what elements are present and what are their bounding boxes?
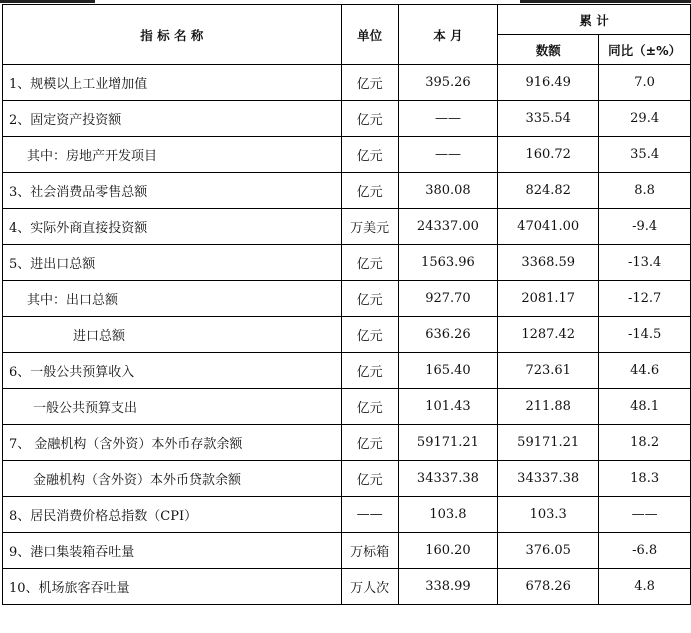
row-name: 6、一般公共预算收入 [3,353,342,389]
table-row [3,569,691,605]
row-unit: 亿元 [341,389,398,425]
row-yoy-change: 18.2 [599,425,691,461]
row-yoy-change: 4.8 [599,569,691,605]
row-month-value: 636.26 [398,317,497,353]
row-yoy-change: 48.1 [599,389,691,425]
row-unit: 万人次 [341,569,398,605]
table-row [3,245,691,281]
row-month-value: 101.43 [398,389,497,425]
header-amount: 数额 [498,35,599,65]
row-cumulative-amount: 34337.38 [498,461,599,497]
row-yoy-change: 35.4 [599,137,691,173]
table-row [3,281,691,317]
row-yoy-change: -6.8 [599,533,691,569]
row-cumulative-amount: 376.05 [498,533,599,569]
row-yoy-change: -13.4 [599,245,691,281]
row-cumulative-amount: 824.82 [498,173,599,209]
row-unit: 亿元 [341,353,398,389]
row-cumulative-amount: 1287.42 [498,317,599,353]
row-unit: 亿元 [341,101,398,137]
table-row [3,209,691,245]
row-name: 10、机场旅客吞吐量 [3,569,342,605]
table-row [3,353,691,389]
row-yoy-change: -9.4 [599,209,691,245]
row-cumulative-amount: 47041.00 [498,209,599,245]
row-cumulative-amount: 335.54 [498,101,599,137]
row-month-value: 24337.00 [398,209,497,245]
row-unit: 亿元 [341,317,398,353]
row-month-value: 380.08 [398,173,497,209]
row-yoy-change: —— [599,497,691,533]
row-cumulative-amount: 723.61 [498,353,599,389]
statistics-table [2,4,691,605]
table-row [3,173,691,209]
row-month-value: 160.20 [398,533,497,569]
row-name: 3、社会消费品零售总额 [3,173,342,209]
header-month: 本 月 [398,5,497,65]
row-name: 其中：出口总额 [3,281,342,317]
row-name: 进口总额 [3,317,342,353]
row-month-value: —— [398,101,497,137]
header-yoy: 同比（±%） [599,35,691,65]
row-month-value: —— [398,137,497,173]
row-unit: —— [341,497,398,533]
row-unit: 亿元 [341,425,398,461]
header-cumulative: 累 计 [498,5,691,35]
row-name: 7、 金融机构（含外资）本外币存款余额 [3,425,342,461]
row-name: 一般公共预算支出 [3,389,342,425]
row-unit: 亿元 [341,137,398,173]
row-name: 5、进出口总额 [3,245,342,281]
row-month-value: 927.70 [398,281,497,317]
row-unit: 万标箱 [341,533,398,569]
row-yoy-change: -14.5 [599,317,691,353]
table-row [3,317,691,353]
row-cumulative-amount: 2081.17 [498,281,599,317]
header-name: 指 标 名 称 [3,5,342,65]
row-cumulative-amount: 916.49 [498,65,599,101]
row-cumulative-amount: 103.3 [498,497,599,533]
row-cumulative-amount: 211.88 [498,389,599,425]
row-month-value: 59171.21 [398,425,497,461]
table-row [3,65,691,101]
table-row [3,497,691,533]
row-yoy-change: 44.6 [599,353,691,389]
row-yoy-change: -12.7 [599,281,691,317]
row-cumulative-amount: 160.72 [498,137,599,173]
row-name: 4、实际外商直接投资额 [3,209,342,245]
row-yoy-change: 29.4 [599,101,691,137]
header-unit: 单位 [341,5,398,65]
row-name: 2、固定资产投资额 [3,101,342,137]
row-cumulative-amount: 59171.21 [498,425,599,461]
row-unit: 亿元 [341,281,398,317]
row-unit: 万美元 [341,209,398,245]
table-row [3,461,691,497]
row-month-value: 395.26 [398,65,497,101]
row-month-value: 1563.96 [398,245,497,281]
row-yoy-change: 18.3 [599,461,691,497]
row-cumulative-amount: 3368.59 [498,245,599,281]
row-month-value: 103.8 [398,497,497,533]
table-row [3,389,691,425]
table-row [3,101,691,137]
row-name: 1、规模以上工业增加值 [3,65,342,101]
row-unit: 亿元 [341,173,398,209]
row-cumulative-amount: 678.26 [498,569,599,605]
row-unit: 亿元 [341,461,398,497]
row-name: 8、居民消费价格总指数（CPI） [3,497,342,533]
table-row [3,137,691,173]
row-yoy-change: 8.8 [599,173,691,209]
table-row [3,533,691,569]
row-name: 金融机构（含外资）本外币贷款余额 [3,461,342,497]
row-unit: 亿元 [341,245,398,281]
table-row [3,425,691,461]
row-name: 9、港口集装箱吞吐量 [3,533,342,569]
row-unit: 亿元 [341,65,398,101]
row-month-value: 338.99 [398,569,497,605]
row-month-value: 165.40 [398,353,497,389]
row-month-value: 34337.38 [398,461,497,497]
row-name: 其中：房地产开发项目 [3,137,342,173]
row-yoy-change: 7.0 [599,65,691,101]
